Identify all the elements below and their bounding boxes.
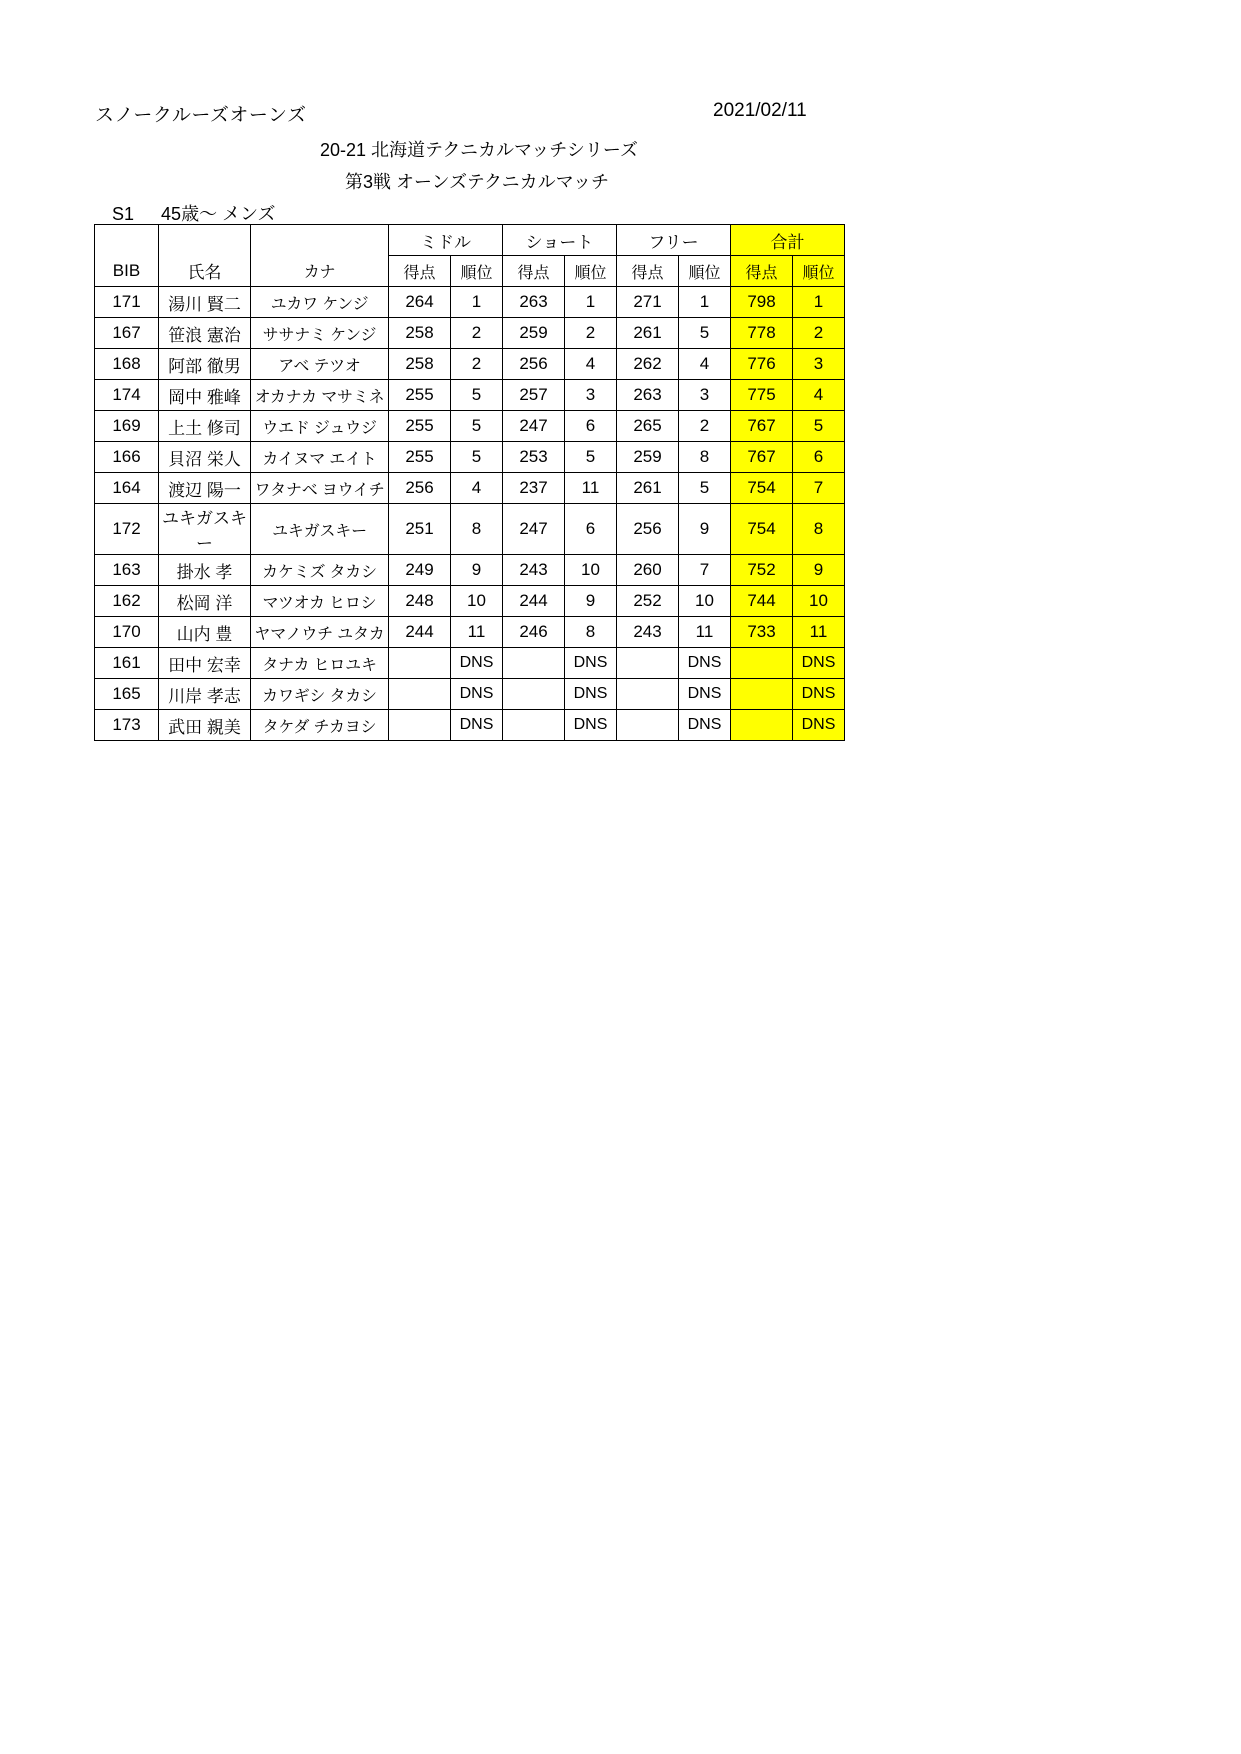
cell-short-rank: 10 [565, 555, 617, 586]
cell-free-score: 261 [617, 473, 679, 504]
table-row [95, 349, 845, 380]
cell-middle-rank: 9 [451, 555, 503, 586]
cell-middle-rank: 5 [451, 380, 503, 411]
table-head [95, 225, 845, 287]
cell-middle-rank: 10 [451, 586, 503, 617]
cell-total-score: 775 [731, 380, 793, 411]
cell-free-rank: 2 [679, 411, 731, 442]
table-row [95, 287, 845, 318]
cell-middle-score: 251 [389, 504, 451, 555]
cell-kana: カケミズ タカシ [251, 555, 389, 586]
cell-total-rank: 3 [793, 349, 845, 380]
cell-name: ユキガスキー [159, 504, 251, 555]
cell-bib: 167 [95, 318, 159, 349]
cell-name: 武田 親美 [159, 710, 251, 741]
cell-free-rank: 9 [679, 504, 731, 555]
cell-free-rank: 8 [679, 442, 731, 473]
column-header-middle-rank: 順位 [451, 256, 503, 287]
cell-short-rank: 11 [565, 473, 617, 504]
cell-middle-rank: 8 [451, 504, 503, 555]
cell-total-score [731, 648, 793, 679]
table-body [95, 287, 845, 741]
cell-total-rank: 9 [793, 555, 845, 586]
cell-middle-rank: 2 [451, 349, 503, 380]
cell-total-rank: 8 [793, 504, 845, 555]
cell-short-rank: 3 [565, 380, 617, 411]
cell-name: 川岸 孝志 [159, 679, 251, 710]
cell-bib: 162 [95, 586, 159, 617]
cell-free-rank: 1 [679, 287, 731, 318]
table-row [95, 555, 845, 586]
cell-total-rank: DNS [793, 679, 845, 710]
results-table [94, 224, 845, 741]
cell-free-score [617, 710, 679, 741]
cell-total-score: 754 [731, 473, 793, 504]
cell-short-score: 247 [503, 411, 565, 442]
cell-short-rank: 9 [565, 586, 617, 617]
category-code: S1 [112, 204, 135, 224]
column-header-short-rank: 順位 [565, 256, 617, 287]
cell-middle-score: 255 [389, 380, 451, 411]
cell-short-rank: DNS [565, 648, 617, 679]
cell-name: 松岡 洋 [159, 586, 251, 617]
cell-kana: ヤマノウチ ユタカ [251, 617, 389, 648]
cell-middle-score: 258 [389, 349, 451, 380]
cell-bib: 174 [95, 380, 159, 411]
cell-total-score: 767 [731, 411, 793, 442]
cell-total-score: 754 [731, 504, 793, 555]
cell-free-score: 262 [617, 349, 679, 380]
cell-name: 笹浪 憲治 [159, 318, 251, 349]
cell-middle-rank: 11 [451, 617, 503, 648]
cell-name: 掛水 孝 [159, 555, 251, 586]
cell-free-rank: 7 [679, 555, 731, 586]
header-blank-bib [95, 225, 159, 256]
cell-middle-score: 255 [389, 411, 451, 442]
cell-bib: 163 [95, 555, 159, 586]
cell-kana: マツオカ ヒロシ [251, 586, 389, 617]
cell-total-rank: 7 [793, 473, 845, 504]
cell-total-rank: DNS [793, 648, 845, 679]
cell-middle-score: 248 [389, 586, 451, 617]
cell-short-rank: 8 [565, 617, 617, 648]
cell-total-score: 778 [731, 318, 793, 349]
cell-middle-rank: 1 [451, 287, 503, 318]
cell-free-score: 271 [617, 287, 679, 318]
cell-middle-rank: DNS [451, 648, 503, 679]
cell-kana: ユキガスキー [251, 504, 389, 555]
cell-total-rank: 6 [793, 442, 845, 473]
cell-free-rank: 10 [679, 586, 731, 617]
cell-free-rank: 4 [679, 349, 731, 380]
cell-middle-rank: DNS [451, 710, 503, 741]
column-header-total-rank: 順位 [793, 256, 845, 287]
table-group-header-row [95, 225, 845, 256]
cell-bib: 165 [95, 679, 159, 710]
cell-free-rank: 5 [679, 318, 731, 349]
cell-total-score: 767 [731, 442, 793, 473]
cell-short-score: 247 [503, 504, 565, 555]
cell-middle-score [389, 679, 451, 710]
cell-free-score [617, 679, 679, 710]
cell-bib: 170 [95, 617, 159, 648]
cell-free-score: 261 [617, 318, 679, 349]
cell-short-score: 246 [503, 617, 565, 648]
cell-bib: 166 [95, 442, 159, 473]
cell-short-rank: 1 [565, 287, 617, 318]
cell-short-score: 243 [503, 555, 565, 586]
cell-bib: 171 [95, 287, 159, 318]
table-row [95, 504, 845, 555]
cell-short-score [503, 679, 565, 710]
column-header-kana: カナ [251, 256, 389, 287]
cell-bib: 169 [95, 411, 159, 442]
table-row [95, 679, 845, 710]
cell-kana: アベ テツオ [251, 349, 389, 380]
cell-total-rank: DNS [793, 710, 845, 741]
cell-free-rank: 11 [679, 617, 731, 648]
cell-short-rank: 4 [565, 349, 617, 380]
cell-kana: カイヌマ エイト [251, 442, 389, 473]
cell-name: 岡中 雅峰 [159, 380, 251, 411]
table-row [95, 710, 845, 741]
cell-total-rank: 4 [793, 380, 845, 411]
cell-kana: カワギシ タカシ [251, 679, 389, 710]
group-header-free: フリー [617, 225, 731, 256]
cell-kana: ウエド ジュウジ [251, 411, 389, 442]
cell-free-score: 252 [617, 586, 679, 617]
cell-bib: 173 [95, 710, 159, 741]
cell-short-rank: DNS [565, 710, 617, 741]
table-row [95, 411, 845, 442]
cell-middle-score [389, 710, 451, 741]
event-title: 第3戦 オーンズテクニカルマッチ [345, 172, 609, 192]
event-date: 2021/02/11 [713, 100, 807, 121]
cell-name: 田中 宏幸 [159, 648, 251, 679]
cell-kana: タケダ チカヨシ [251, 710, 389, 741]
cell-kana: タナカ ヒロユキ [251, 648, 389, 679]
table-row [95, 473, 845, 504]
cell-short-rank: DNS [565, 679, 617, 710]
cell-total-score [731, 710, 793, 741]
column-header-free-score: 得点 [617, 256, 679, 287]
cell-bib: 172 [95, 504, 159, 555]
cell-bib: 161 [95, 648, 159, 679]
header-blank-kana [251, 225, 389, 256]
cell-total-rank: 5 [793, 411, 845, 442]
cell-middle-score: 258 [389, 318, 451, 349]
cell-middle-rank: 5 [451, 411, 503, 442]
cell-name: 湯川 賢二 [159, 287, 251, 318]
cell-name: 渡辺 陽一 [159, 473, 251, 504]
cell-free-score [617, 648, 679, 679]
cell-middle-rank: 5 [451, 442, 503, 473]
cell-free-score: 259 [617, 442, 679, 473]
column-header-total-score: 得点 [731, 256, 793, 287]
cell-name: 上土 修司 [159, 411, 251, 442]
cell-free-score: 263 [617, 380, 679, 411]
cell-middle-score: 249 [389, 555, 451, 586]
cell-total-score [731, 679, 793, 710]
cell-free-rank: 5 [679, 473, 731, 504]
document-header [0, 100, 1241, 130]
group-header-short: ショート [503, 225, 617, 256]
cell-kana: オカナカ マサミネ [251, 380, 389, 411]
column-header-bib: BIB [95, 256, 159, 287]
cell-total-rank: 1 [793, 287, 845, 318]
cell-middle-score: 255 [389, 442, 451, 473]
cell-free-score: 243 [617, 617, 679, 648]
cell-middle-rank: 2 [451, 318, 503, 349]
category-line [112, 200, 276, 226]
cell-middle-score: 244 [389, 617, 451, 648]
cell-free-score: 265 [617, 411, 679, 442]
cell-short-score: 257 [503, 380, 565, 411]
cell-free-rank: 3 [679, 380, 731, 411]
table-row [95, 318, 845, 349]
cell-total-score: 744 [731, 586, 793, 617]
cell-bib: 168 [95, 349, 159, 380]
cell-middle-rank: DNS [451, 679, 503, 710]
cell-total-rank: 11 [793, 617, 845, 648]
cell-free-rank: DNS [679, 710, 731, 741]
cell-short-score [503, 710, 565, 741]
column-header-name: 氏名 [159, 256, 251, 287]
series-title: 20-21 北海道テクニカルマッチシリーズ [320, 140, 638, 160]
cell-free-score: 256 [617, 504, 679, 555]
cell-short-rank: 5 [565, 442, 617, 473]
cell-short-score: 244 [503, 586, 565, 617]
table-row [95, 380, 845, 411]
cell-total-rank: 2 [793, 318, 845, 349]
cell-total-rank: 10 [793, 586, 845, 617]
cell-name: 阿部 徹男 [159, 349, 251, 380]
cell-kana: ユカワ ケンジ [251, 287, 389, 318]
table-row [95, 586, 845, 617]
cell-name: 山内 豊 [159, 617, 251, 648]
table-row [95, 648, 845, 679]
cell-middle-score [389, 648, 451, 679]
cell-total-score: 733 [731, 617, 793, 648]
column-header-short-score: 得点 [503, 256, 565, 287]
cell-middle-rank: 4 [451, 473, 503, 504]
cell-short-score: 263 [503, 287, 565, 318]
column-header-free-rank: 順位 [679, 256, 731, 287]
cell-short-rank: 2 [565, 318, 617, 349]
cell-free-rank: DNS [679, 679, 731, 710]
group-header-total: 合計 [731, 225, 845, 256]
cell-kana: ササナミ ケンジ [251, 318, 389, 349]
cell-short-score: 259 [503, 318, 565, 349]
group-header-middle: ミドル [389, 225, 503, 256]
table-sub-header-row [95, 256, 845, 287]
header-blank-name [159, 225, 251, 256]
cell-short-rank: 6 [565, 411, 617, 442]
cell-total-score: 798 [731, 287, 793, 318]
organizer-name: スノークルーズオーンズ [95, 105, 307, 126]
cell-middle-score: 264 [389, 287, 451, 318]
cell-total-score: 776 [731, 349, 793, 380]
cell-free-score: 260 [617, 555, 679, 586]
cell-short-score: 256 [503, 349, 565, 380]
table-row [95, 442, 845, 473]
cell-middle-score: 256 [389, 473, 451, 504]
column-header-middle-score: 得点 [389, 256, 451, 287]
cell-free-rank: DNS [679, 648, 731, 679]
cell-short-score: 237 [503, 473, 565, 504]
cell-name: 貝沼 栄人 [159, 442, 251, 473]
cell-short-score: 253 [503, 442, 565, 473]
cell-kana: ワタナベ ヨウイチ [251, 473, 389, 504]
cell-short-score [503, 648, 565, 679]
category-label: 45歳～ メンズ [161, 204, 276, 224]
cell-short-rank: 6 [565, 504, 617, 555]
cell-bib: 164 [95, 473, 159, 504]
table-row [95, 617, 845, 648]
cell-total-score: 752 [731, 555, 793, 586]
